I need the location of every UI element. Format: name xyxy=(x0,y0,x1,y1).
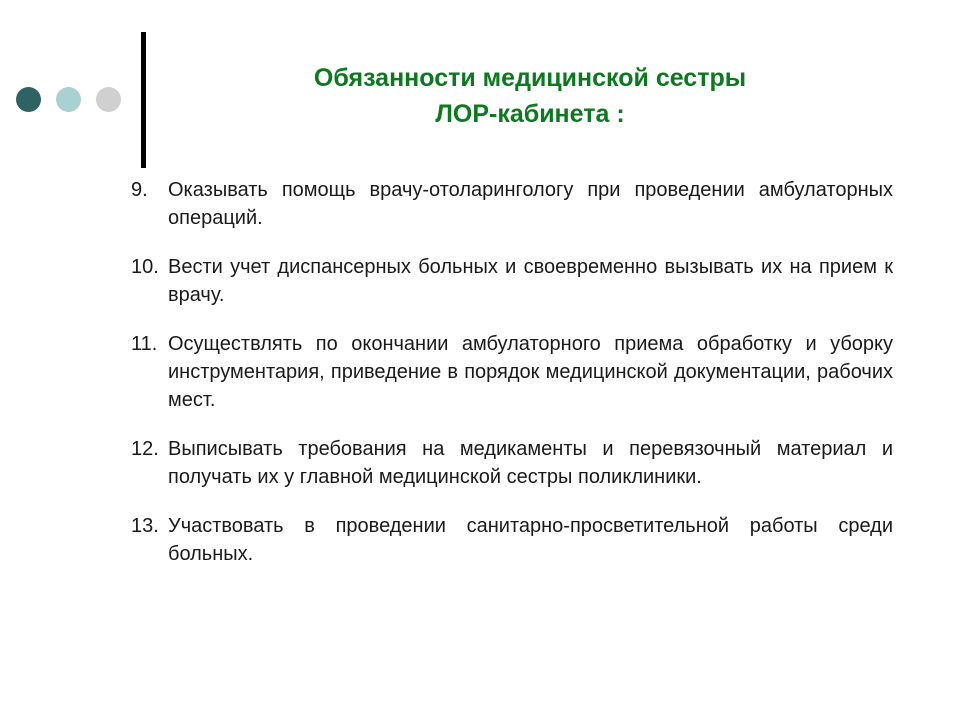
list-item xyxy=(131,512,893,568)
decor-dot-gray xyxy=(96,87,121,112)
item-text: Вести учет диспансерных больных и своевременно вызывать их на прием к врачу. xyxy=(168,256,893,306)
slide-title-line-2: ЛОР-кабинета : xyxy=(435,100,625,128)
list-item xyxy=(131,176,893,232)
item-number: 9. xyxy=(131,179,148,201)
item-text: Участвовать в проведении санитарно-просветительной работы среди больных. xyxy=(168,515,893,565)
list-item xyxy=(131,435,893,491)
decor-vertical-bar xyxy=(141,32,146,168)
duties-list xyxy=(131,176,893,589)
item-number: 11. xyxy=(131,333,158,355)
item-number: 12. xyxy=(131,438,159,460)
slide-title-line-1: Обязанности медицинской сестры xyxy=(313,64,747,92)
item-text: Оказывать помощь врачу-отоларингологу при проведении амбулаторных операций. xyxy=(168,179,893,229)
list-item xyxy=(131,330,893,414)
decor-dot-dark xyxy=(16,87,41,112)
item-text: Выписывать требования на медикаменты и перевязочный материал и получать их у главной медицинской сестры поликлиники. xyxy=(168,438,893,488)
decor-dot-light xyxy=(56,87,81,112)
item-text: Осуществлять по окончании амбулаторного приема обработку и уборку инструментария, приведение в порядок медицинской документации, рабочих мест. xyxy=(168,333,893,411)
item-number: 10. xyxy=(131,256,159,278)
list-item xyxy=(131,253,893,309)
item-number: 13. xyxy=(131,515,159,537)
slide-title xyxy=(180,60,880,132)
